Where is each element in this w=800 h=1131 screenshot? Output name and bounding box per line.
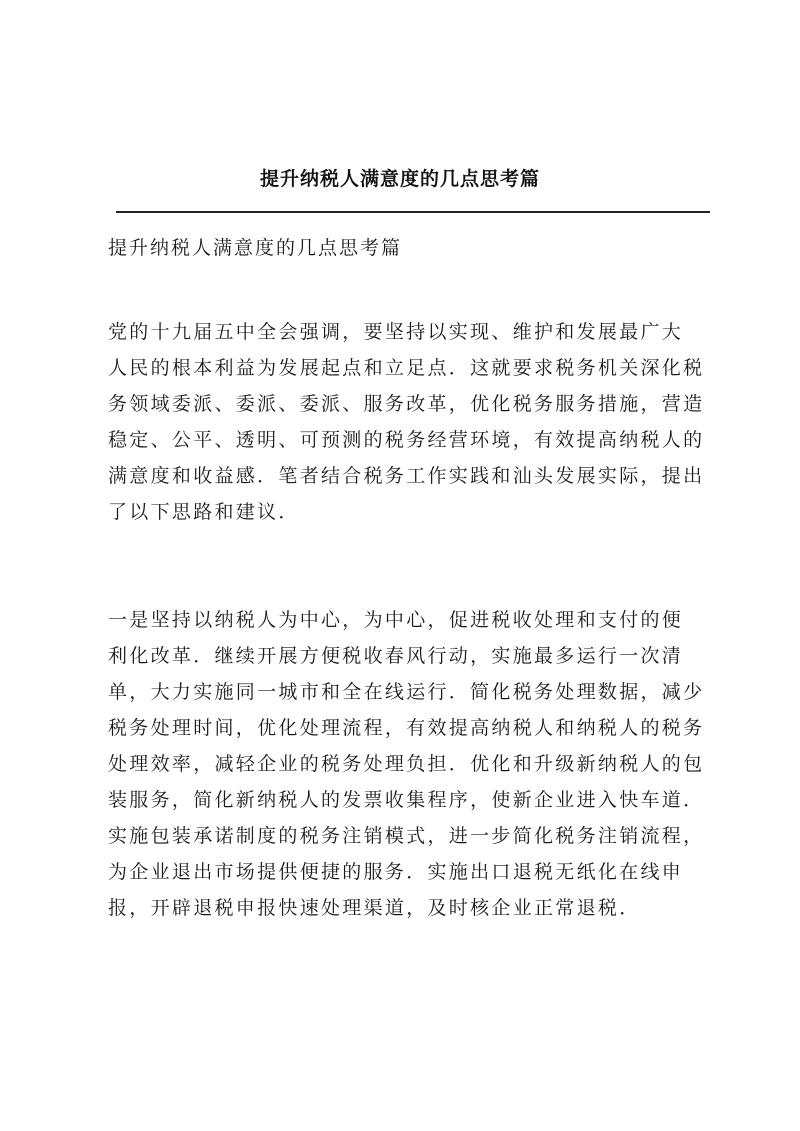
paragraph-line: 实施包装承诺制度的税务注销模式，进一步简化税务注销流程， <box>108 825 705 847</box>
paragraph-line: 务领域委派、委派、委派、服务改革，优化税务服务措施，营造 <box>108 393 705 415</box>
paragraph-line: 报，开辟退税申报快速处理渠道，及时核企业正常退税． <box>108 897 641 919</box>
paragraph-line: 稳定、公平、透明、可预测的税务经营环境，有效提高纳税人的 <box>108 429 705 451</box>
paragraph-line: 装服务，简化新纳税人的发票收集程序，使新企业进入快车道． <box>108 789 705 811</box>
title-divider <box>116 211 710 213</box>
document-title: 提升纳税人满意度的几点思考篇 <box>259 168 540 190</box>
paragraph-line: 为企业退出市场提供便捷的服务．实施出口退税无纸化在线申 <box>108 861 684 883</box>
paragraph-line: 了以下思路和建议． <box>108 501 300 523</box>
paragraph-line: 满意度和收益感．笔者结合税务工作实践和汕头发展实际，提出 <box>108 465 705 487</box>
paragraph-2 <box>108 602 708 926</box>
paragraph-line: 单，大力实施同一城市和全在线运行．简化税务处理数据，减少 <box>108 681 705 703</box>
paragraph-line: 人民的根本利益为发展起点和立足点．这就要求税务机关深化税 <box>108 357 705 379</box>
paragraph-line: 税务处理时间，优化处理流程，有效提高纳税人和纳税人的税务 <box>108 717 705 739</box>
paragraph-line: 处理效率，减轻企业的税务处理负担．优化和升级新纳税人的包 <box>108 753 705 775</box>
paragraph-line: 一是坚持以纳税人为中心，为中心，促进税收处理和支付的便 <box>108 609 684 631</box>
document-subtitle: 提升纳税人满意度的几点思考篇 <box>108 237 403 259</box>
paragraph-line: 党的十九届五中全会强调，要坚持以实现、维护和发展最广大 <box>108 321 684 343</box>
paragraph-line: 利化改革．继续开展方便税收春风行动，实施最多运行一次清 <box>108 645 684 667</box>
paragraph-1 <box>108 314 708 530</box>
